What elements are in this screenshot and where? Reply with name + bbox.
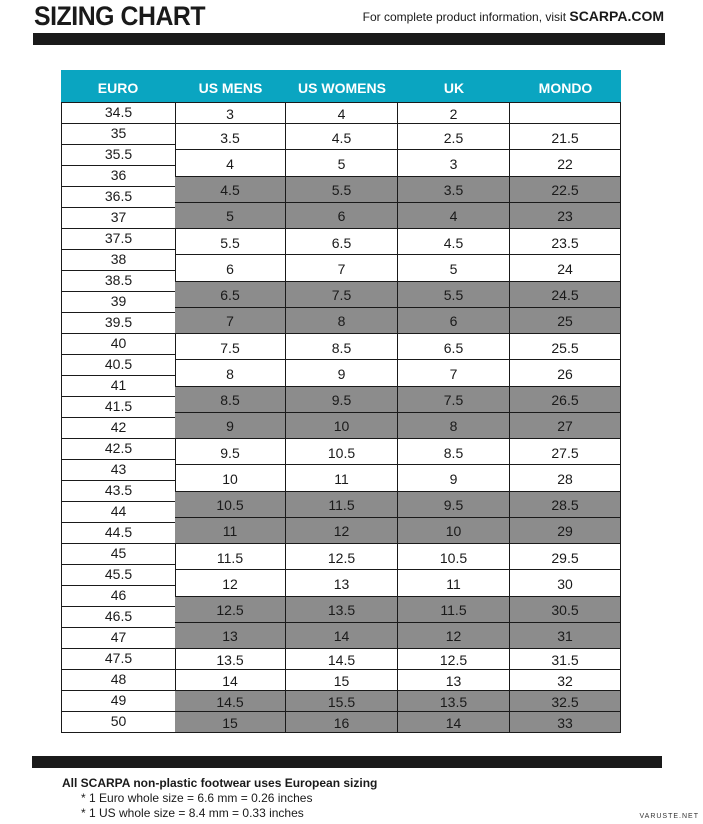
mondo-cell: 21.5 [510, 124, 621, 149]
uk-cell: 6.5 [398, 334, 510, 359]
table-row [175, 413, 621, 439]
euro-cell: 38.5 [62, 271, 175, 292]
us-mens-cell: 8.5 [175, 387, 286, 412]
us-womens-cell: 11 [286, 465, 398, 490]
uk-cell: 8 [398, 413, 510, 438]
uk-cell: 3 [398, 150, 510, 175]
us-womens-cell: 8.5 [286, 334, 398, 359]
us-mens-cell: 4 [175, 150, 286, 175]
mondo-cell: 29.5 [510, 544, 621, 569]
euro-cell: 45.5 [62, 565, 175, 586]
euro-cell: 44 [62, 502, 175, 523]
mondo-cell: 28 [510, 465, 621, 490]
us-womens-cell: 15.5 [286, 691, 398, 711]
mondo-cell: 22.5 [510, 177, 621, 202]
us-mens-cell: 13.5 [175, 649, 286, 669]
us-mens-cell: 14.5 [175, 691, 286, 711]
euro-cell: 39 [62, 292, 175, 313]
us-womens-cell: 11.5 [286, 492, 398, 517]
us-womens-cell: 6 [286, 203, 398, 228]
table-row [175, 492, 621, 518]
table-row [175, 124, 621, 150]
uk-cell: 10.5 [398, 544, 510, 569]
product-info-note [363, 8, 664, 25]
euro-cell: 40.5 [62, 355, 175, 376]
table-row [175, 360, 621, 386]
us-mens-cell: 12 [175, 570, 286, 595]
table-row [175, 334, 621, 360]
uk-cell: 5 [398, 255, 510, 280]
euro-cell: 37 [62, 208, 175, 229]
table-row [175, 439, 621, 465]
us-womens-cell: 4.5 [286, 124, 398, 149]
mondo-cell: 33 [510, 712, 621, 732]
table-row [175, 387, 621, 413]
mondo-cell: 32 [510, 670, 621, 690]
footer-lead: All SCARPA non-plastic footwear uses European sizing [62, 776, 378, 790]
mondo-cell: 31.5 [510, 649, 621, 669]
us-womens-cell: 7 [286, 255, 398, 280]
euro-cell: 41.5 [62, 397, 175, 418]
us-mens-cell: 6 [175, 255, 286, 280]
us-womens-cell: 10 [286, 413, 398, 438]
euro-cell: 35 [62, 124, 175, 145]
us-womens-cell: 5.5 [286, 177, 398, 202]
us-womens-cell: 14.5 [286, 649, 398, 669]
us-mens-cell: 5.5 [175, 229, 286, 254]
uk-cell: 5.5 [398, 282, 510, 307]
uk-cell: 13.5 [398, 691, 510, 711]
us-womens-cell: 9 [286, 360, 398, 385]
uk-cell: 14 [398, 712, 510, 732]
watermark: VARUSTE.NET [639, 813, 699, 820]
us-mens-cell: 8 [175, 360, 286, 385]
us-womens-cell: 9.5 [286, 387, 398, 412]
mondo-cell: 30.5 [510, 597, 621, 622]
euro-cell: 42.5 [62, 439, 175, 460]
column-header-uk: UK [443, 80, 465, 96]
mondo-cell: 22 [510, 150, 621, 175]
uk-cell: 2.5 [398, 124, 510, 149]
us-mens-cell: 7.5 [175, 334, 286, 359]
size-conversion-grid [175, 103, 621, 733]
us-womens-cell: 6.5 [286, 229, 398, 254]
euro-cell: 50 [62, 712, 175, 733]
us-womens-cell: 4 [286, 103, 398, 123]
mondo-cell: 29 [510, 518, 621, 543]
euro-cell: 43 [62, 460, 175, 481]
euro-cell: 46 [62, 586, 175, 607]
mondo-cell: 24.5 [510, 282, 621, 307]
us-mens-cell: 15 [175, 712, 286, 732]
uk-cell: 8.5 [398, 439, 510, 464]
us-womens-cell: 13 [286, 570, 398, 595]
euro-cell: 37.5 [62, 229, 175, 250]
table-row [175, 103, 621, 124]
scarpa-link[interactable]: SCARPA.COM [569, 8, 664, 24]
sizing-table [61, 70, 621, 733]
euro-cell: 42 [62, 418, 175, 439]
uk-cell: 7.5 [398, 387, 510, 412]
euro-cell: 36.5 [62, 187, 175, 208]
uk-cell: 9 [398, 465, 510, 490]
table-row [175, 255, 621, 281]
us-mens-cell: 11.5 [175, 544, 286, 569]
uk-cell: 6 [398, 308, 510, 333]
euro-cell: 44.5 [62, 523, 175, 544]
euro-cell: 49 [62, 691, 175, 712]
us-womens-cell: 15 [286, 670, 398, 690]
euro-cell: 47 [62, 628, 175, 649]
table-row [175, 308, 621, 334]
table-row [175, 544, 621, 570]
footer-notes [62, 776, 377, 821]
mondo-cell: 27 [510, 413, 621, 438]
us-womens-cell: 12.5 [286, 544, 398, 569]
table-row [175, 623, 621, 649]
table-header [61, 70, 621, 103]
euro-cell: 35.5 [62, 145, 175, 166]
mondo-cell: 32.5 [510, 691, 621, 711]
euro-cell: 43.5 [62, 481, 175, 502]
uk-cell: 12.5 [398, 649, 510, 669]
table-row [175, 670, 621, 691]
table-row [175, 177, 621, 203]
euro-size-column [61, 103, 176, 733]
uk-cell: 4.5 [398, 229, 510, 254]
euro-cell: 39.5 [62, 313, 175, 334]
table-row [175, 282, 621, 308]
euro-cell: 47.5 [62, 649, 175, 670]
us-mens-cell: 3.5 [175, 124, 286, 149]
uk-cell: 11.5 [398, 597, 510, 622]
us-womens-cell: 13.5 [286, 597, 398, 622]
euro-cell: 34.5 [62, 103, 175, 124]
uk-cell: 4 [398, 203, 510, 228]
euro-cell: 46.5 [62, 607, 175, 628]
uk-cell: 2 [398, 103, 510, 123]
column-header-us-mens: US MENS [198, 80, 263, 96]
euro-cell: 41 [62, 376, 175, 397]
us-womens-cell: 8 [286, 308, 398, 333]
us-womens-cell: 16 [286, 712, 398, 732]
uk-cell: 7 [398, 360, 510, 385]
us-womens-cell: 10.5 [286, 439, 398, 464]
column-header-mondo: MONDO [538, 80, 593, 96]
mondo-cell: 28.5 [510, 492, 621, 517]
footer-note: * 1 Euro whole size = 6.6 mm = 0.26 inches [81, 791, 313, 805]
mondo-cell: 31 [510, 623, 621, 648]
info-text: For complete product information, visit [362, 10, 570, 24]
us-mens-cell: 6.5 [175, 282, 286, 307]
us-womens-cell: 5 [286, 150, 398, 175]
mondo-cell: 23 [510, 203, 621, 228]
us-womens-cell: 14 [286, 623, 398, 648]
table-row [175, 203, 621, 229]
us-mens-cell: 10 [175, 465, 286, 490]
mondo-cell: 26 [510, 360, 621, 385]
column-header-euro: EURO [97, 80, 139, 96]
us-mens-cell: 10.5 [175, 492, 286, 517]
table-row [175, 465, 621, 491]
us-mens-cell: 12.5 [175, 597, 286, 622]
table-row [175, 229, 621, 255]
us-mens-cell: 3 [175, 103, 286, 123]
mondo-cell: 23.5 [510, 229, 621, 254]
us-mens-cell: 9.5 [175, 439, 286, 464]
mondo-cell: 30 [510, 570, 621, 595]
mondo-cell: 26.5 [510, 387, 621, 412]
euro-cell: 40 [62, 334, 175, 355]
top-divider [33, 33, 665, 45]
euro-cell: 36 [62, 166, 175, 187]
table-row [175, 691, 621, 712]
uk-cell: 12 [398, 623, 510, 648]
mondo-cell: 27.5 [510, 439, 621, 464]
euro-cell: 45 [62, 544, 175, 565]
uk-cell: 3.5 [398, 177, 510, 202]
uk-cell: 10 [398, 518, 510, 543]
mondo-cell: 25 [510, 308, 621, 333]
us-womens-cell: 7.5 [286, 282, 398, 307]
table-row [175, 570, 621, 596]
mondo-cell [510, 103, 621, 123]
uk-cell: 11 [398, 570, 510, 595]
table-row [175, 712, 621, 733]
table-body [61, 103, 621, 733]
mondo-cell: 24 [510, 255, 621, 280]
us-mens-cell: 7 [175, 308, 286, 333]
us-mens-cell: 9 [175, 413, 286, 438]
page-title: SIZING CHART [34, 1, 206, 31]
us-mens-cell: 14 [175, 670, 286, 690]
us-mens-cell: 5 [175, 203, 286, 228]
table-row [175, 150, 621, 176]
table-row [175, 597, 621, 623]
column-header-us-womens: US WOMENS [298, 80, 386, 96]
table-row [175, 649, 621, 670]
us-womens-cell: 12 [286, 518, 398, 543]
uk-cell: 13 [398, 670, 510, 690]
bottom-divider [32, 756, 662, 768]
us-mens-cell: 11 [175, 518, 286, 543]
table-row [175, 518, 621, 544]
euro-cell: 38 [62, 250, 175, 271]
uk-cell: 9.5 [398, 492, 510, 517]
footer-note: * 1 US whole size = 8.4 mm = 0.33 inches [81, 806, 304, 820]
mondo-cell: 25.5 [510, 334, 621, 359]
us-mens-cell: 13 [175, 623, 286, 648]
us-mens-cell: 4.5 [175, 177, 286, 202]
euro-cell: 48 [62, 670, 175, 691]
